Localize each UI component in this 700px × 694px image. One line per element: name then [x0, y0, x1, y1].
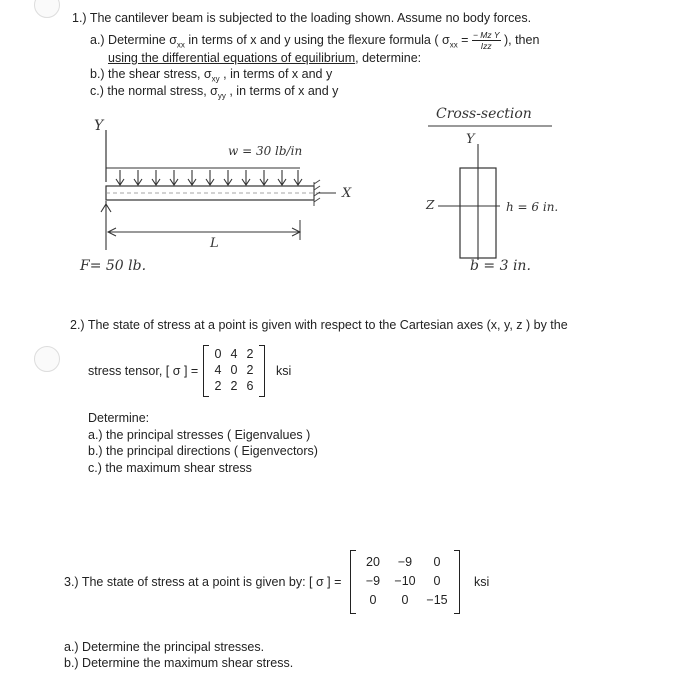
problem2-part-b: b.) the principal directions ( Eigenvectors) — [88, 444, 318, 458]
problem2-intro: 2.) The state of stress at a point is given with respect to the Cartesian axes (x, y, z ) by the — [70, 318, 568, 332]
matrix-cell: 0 — [433, 555, 441, 569]
matrix-cell: 4 — [214, 363, 222, 377]
matrix-cell: 0 — [214, 347, 222, 361]
problem1-part-c: c.) the normal stress, $\sigma_{yy}$ , in terms of x and y — [90, 84, 339, 101]
problem3-part-a: a.) Determine the principal stresses. — [64, 640, 265, 654]
problem1-part-b: b.) the shear stress, $\sigma_{xy}$ , in terms of x and y — [90, 67, 333, 84]
load-label: w = 30 lb/in — [228, 144, 303, 158]
z-label: Z — [426, 198, 435, 212]
matrix-cell: 2 — [246, 347, 254, 361]
matrix-cell: −9 — [397, 555, 413, 569]
matrix-cell: −10 — [394, 574, 416, 588]
matrix-cell: 6 — [246, 379, 254, 393]
matrix-cell: 2 — [246, 363, 254, 377]
b-label: b = 3 in. — [470, 258, 531, 274]
matrix-cell: 2 — [230, 379, 238, 393]
problem2-part-a: a.) the principal stresses ( Eigenvalues ) — [88, 428, 311, 442]
problem1-part-a: a.) Determine $\sigma_{xx}$ in terms of x and y using the flexure formula ( $\sigma_{xx}$ = $\frac{\text{− Mz Y}}{\text{Izz}}$ ), then — [90, 30, 540, 51]
x-label: X — [342, 186, 352, 201]
problem2-determine: Determine: — [88, 411, 150, 425]
y-label-right: Y — [466, 132, 475, 147]
binder-hole — [34, 0, 60, 18]
matrix-cell: 20 — [366, 555, 380, 569]
problem3-unit: ksi — [474, 575, 490, 589]
stress-matrix-3 — [350, 550, 460, 614]
matrix-cell: 2 — [214, 379, 222, 393]
matrix-cell: 0 — [433, 574, 441, 588]
matrix-cell: −15 — [426, 593, 448, 607]
cross-section-title: Cross-section — [436, 106, 532, 122]
problem2-unit: ksi — [276, 364, 292, 378]
matrix-cell: 0 — [401, 593, 409, 607]
matrix-cell: 0 — [369, 593, 377, 607]
force-label: F= 50 lb. — [80, 258, 147, 274]
flexure-formula: $\frac{\text{− Mz Y}}{\text{Izz}}$ — [472, 30, 500, 51]
problem3-part-b: b.) Determine the maximum shear stress. — [64, 656, 294, 670]
matrix-cell: −9 — [365, 574, 381, 588]
stress-matrix-2 — [203, 345, 265, 397]
problem1-part-a-cont: using the differential equations of equilibrium, determine: — [108, 51, 422, 65]
length-label: L — [210, 236, 219, 251]
binder-hole — [34, 346, 60, 372]
y-label-left: Y — [94, 118, 104, 134]
problem2-part-c: c.) the maximum shear stress — [88, 461, 252, 475]
h-label: h = 6 in. — [506, 200, 559, 214]
problem1-title: 1.) The cantilever beam is subjected to the loading shown. Assume no body forces. — [72, 11, 532, 25]
distributed-load-arrows — [106, 168, 302, 185]
matrix-cell: 4 — [230, 347, 238, 361]
problem2-tensor-label: stress tensor, [ σ ] = — [88, 364, 199, 378]
matrix-cell: 0 — [230, 363, 238, 377]
problem3-intro: 3.) The state of stress at a point is given by: [ σ ] = — [64, 575, 342, 589]
